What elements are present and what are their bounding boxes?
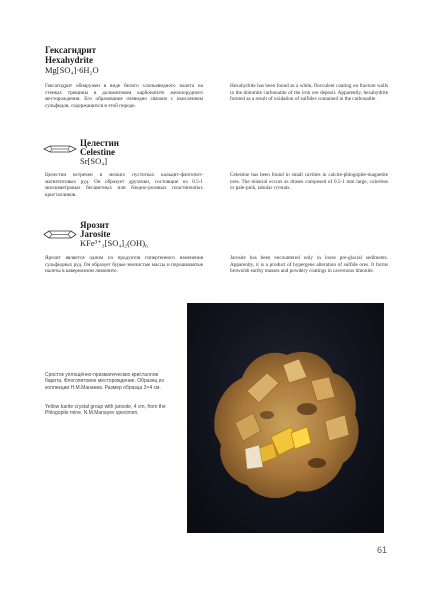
mineral-photo bbox=[187, 303, 384, 533]
hexahydrite-text-ru: Гексагидрит обнаружен в виде белого хлопьевидного налета на стенках трещины в доломитовом карбонатите железорудного месторождения. Его образование очевидно связано с окислением сульфидов, содержащихся в этой породе. bbox=[45, 83, 203, 109]
celestine-text-en: Celestine has been found in small cavities in calcite-phlogopite-magnetite ores. The mineral occurs as druses composed of 0.5-1 mm large, colorless or pale-pink, tabular crystals. bbox=[230, 172, 388, 192]
photo-caption-en: Yellow barite crystal group with jarosite, 4 cm, from the Phlogopite mine. N.M.Manayev specimen. bbox=[45, 404, 166, 417]
hexahydrite-title-ru: Гексагидрит bbox=[45, 45, 97, 55]
page-number: 61 bbox=[377, 545, 388, 555]
hexahydrite-title-en: Hexahydrite bbox=[45, 55, 93, 65]
crystal-icon bbox=[43, 230, 77, 239]
celestine-formula: Sr[SO₄] bbox=[80, 156, 108, 166]
jarosite-title-ru: Ярозит bbox=[80, 220, 110, 230]
celestine-title-en: Celestine bbox=[80, 147, 115, 157]
jarosite-text-ru: Ярозит является одним из продуктов гипергенного изменения сульфидных руд. Он образует бурые землистые массы и порошковатые налеты в кавернозном лимоните. bbox=[45, 255, 203, 275]
barite-crystal-image bbox=[187, 303, 384, 533]
celestine-title-ru: Целестин bbox=[80, 138, 119, 148]
jarosite-formula: KFe³⁺₃[SO₄]₂(OH)₆ bbox=[80, 238, 148, 248]
photo-caption-ru: Сросток уплощённо-призматических кристаллов барита. Флогопитовое месторождение. Образец из коллекции Н.М.Манаева. Размер образца 3×4 см. bbox=[45, 372, 164, 391]
hexahydrite-text-en: Hexahydrite has been found as a white, flocculent coating on fracture walls in the dolomite carbonatite of the iron ore deposit. Apparently, hexahydrite formed as a result of oxidation of sulfides contained in the carbonatite. bbox=[230, 83, 388, 103]
jarosite-title-en: Jarosite bbox=[80, 229, 111, 239]
hexahydrite-formula: Mg[SO₄]·6H₂O bbox=[45, 65, 99, 75]
jarosite-text-en: Jarosite has been encountered only in loose pre-glacial sediments. Apparently, it is a product of hypergene alteration of sulfide ores. It forms brownish earthy masses and powdery coatings in cavernous limonite. bbox=[230, 255, 388, 275]
celestine-text-ru: Целестин встречен в мелких пустотках кальцит-флогопит-магнетитовых руд. Он образует друзочки, состоящие из 0.5-1 миллиметровых бесцветных или бледно-розовых пластинчатых кристалликов. bbox=[45, 172, 203, 198]
crystal-icon bbox=[43, 145, 77, 153]
